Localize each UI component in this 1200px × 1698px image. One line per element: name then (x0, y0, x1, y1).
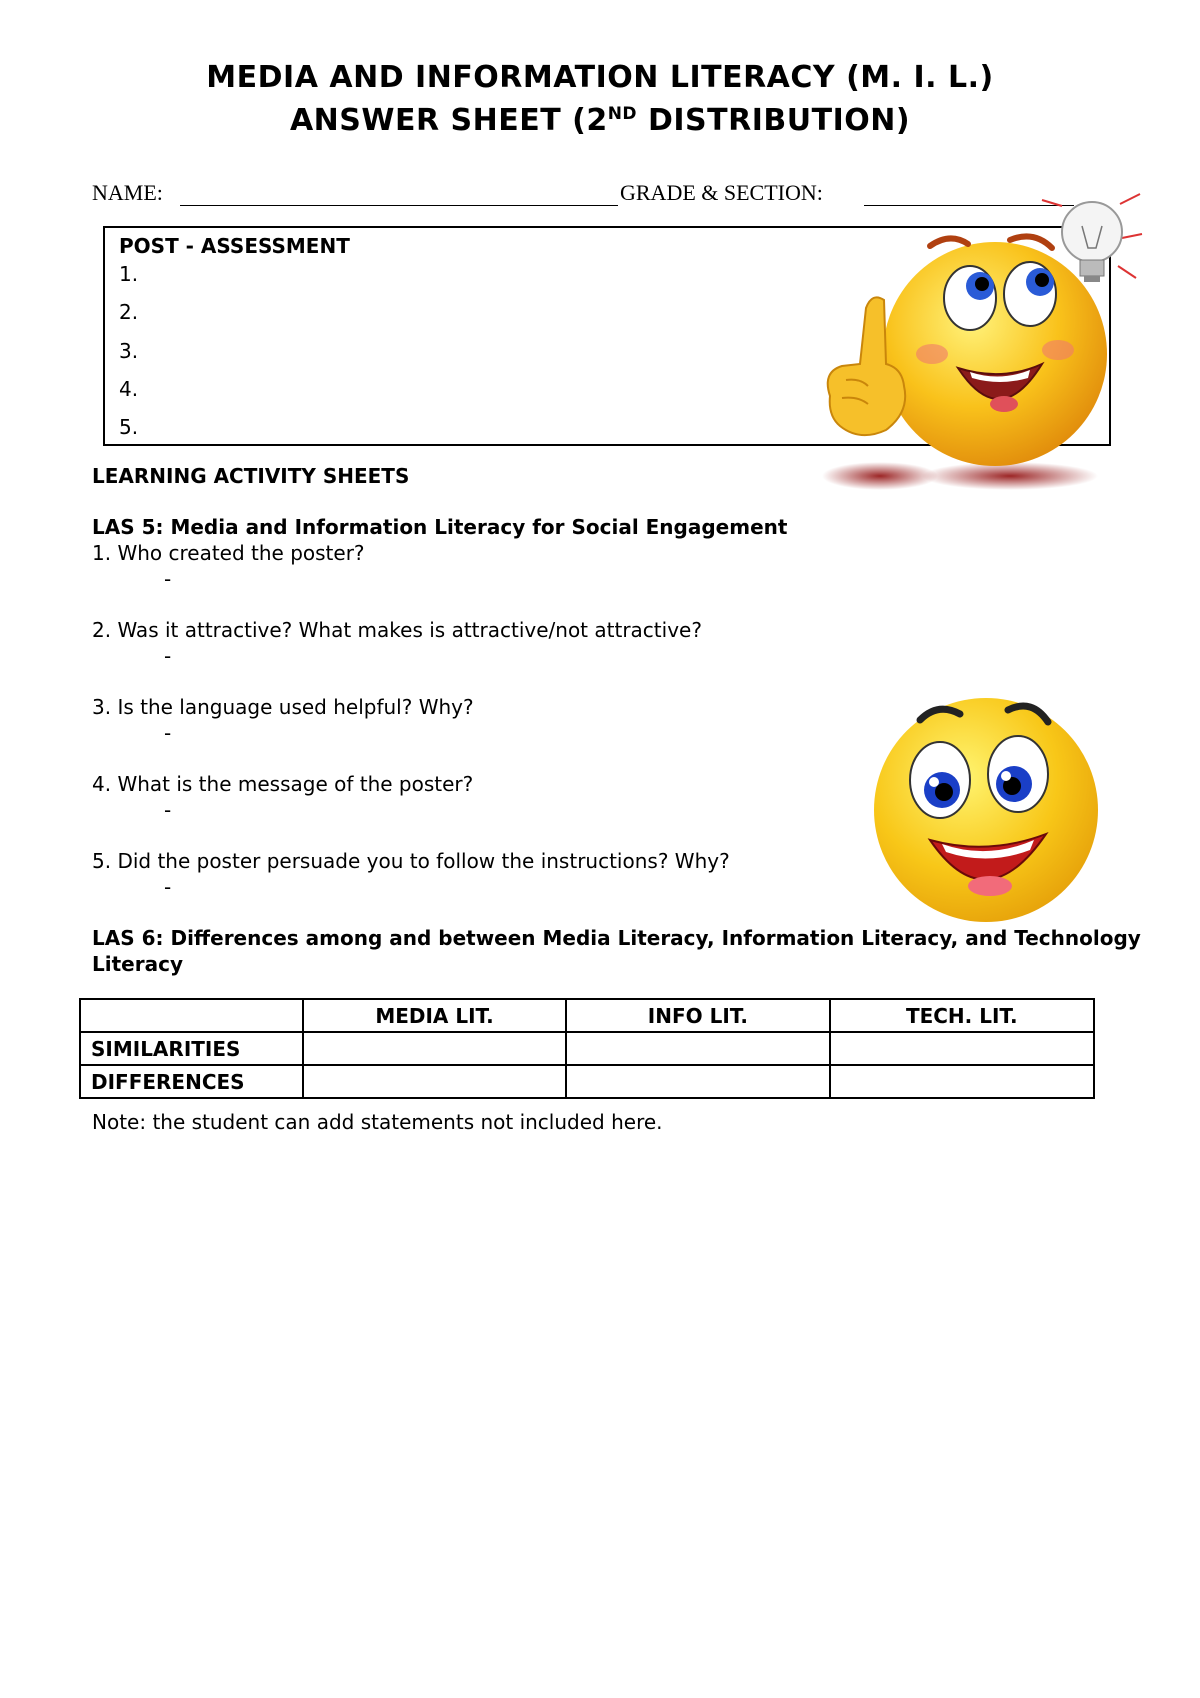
learning-activity-sheets-heading: LEARNING ACTIVITY SHEETS (92, 464, 410, 488)
table-row (80, 1032, 1094, 1065)
las5-question-1: 1. Who created the poster? (92, 541, 365, 565)
las5-question-5: 5. Did the poster persuade you to follow the instructions? Why? (92, 849, 730, 873)
las5-question-3: 3. Is the language used helpful? Why? (92, 695, 474, 719)
smiling-emoji-icon (868, 690, 1108, 930)
post-assessment-item-2: 2. (119, 300, 139, 324)
page-title: MEDIA AND INFORMATION LITERACY (M. I. L.) (206, 60, 994, 95)
post-assessment-item-5: 5. (119, 415, 139, 439)
literacy-comparison-table (79, 998, 1095, 1099)
thinking-emoji-with-lightbulb-icon (820, 186, 1150, 506)
subtitle-text-pre: ANSWER SHEET (2 (289, 103, 608, 138)
table-row (80, 1065, 1094, 1098)
table-header-cell: INFO LIT. (566, 999, 829, 1032)
answer-cell[interactable] (566, 1065, 829, 1098)
las5-answer-4: - (164, 798, 172, 822)
table-header-cell: TECH. LIT. (830, 999, 1094, 1032)
las5-answer-3: - (164, 721, 172, 745)
answer-cell[interactable] (830, 1065, 1094, 1098)
name-input-line[interactable] (180, 183, 618, 206)
las5-question-4: 4. What is the message of the poster? (92, 772, 474, 796)
answer-cell[interactable] (830, 1032, 1094, 1065)
note-text: Note: the student can add statements not included here. (92, 1110, 663, 1134)
las5-question-2: 2. Was it attractive? What makes is attractive/not attractive? (92, 618, 702, 642)
page-subtitle (0, 103, 1200, 138)
answer-cell[interactable] (303, 1032, 566, 1065)
post-assessment-heading: POST - ASSESSMENT (119, 234, 350, 258)
table-header-cell: MEDIA LIT. (303, 999, 566, 1032)
las5-answer-2: - (164, 644, 172, 668)
grade-section-label: GRADE & SECTION: (620, 180, 823, 205)
las6-heading-line-2: Literacy (92, 952, 183, 976)
table-header-cell (80, 999, 303, 1032)
row-label-differences: DIFFERENCES (80, 1065, 303, 1098)
name-label: NAME: (92, 180, 163, 205)
las5-heading: LAS 5: Media and Information Literacy for Social Engagement (92, 515, 788, 539)
subtitle-superscript: ND (607, 104, 638, 124)
row-label-similarities: SIMILARITIES (80, 1032, 303, 1065)
post-assessment-item-4: 4. (119, 377, 139, 401)
answer-cell[interactable] (303, 1065, 566, 1098)
table-header-row (80, 999, 1094, 1032)
post-assessment-item-3: 3. (119, 339, 139, 363)
subtitle-text-post: DISTRIBUTION) (637, 103, 911, 138)
las5-answer-1: - (164, 567, 172, 591)
las6-heading-line-1: LAS 6: Differences among and between Media Literacy, Information Literacy, and Technology (92, 926, 1141, 950)
las5-answer-5: - (164, 875, 172, 899)
post-assessment-item-1: 1. (119, 262, 139, 286)
answer-cell[interactable] (566, 1032, 829, 1065)
